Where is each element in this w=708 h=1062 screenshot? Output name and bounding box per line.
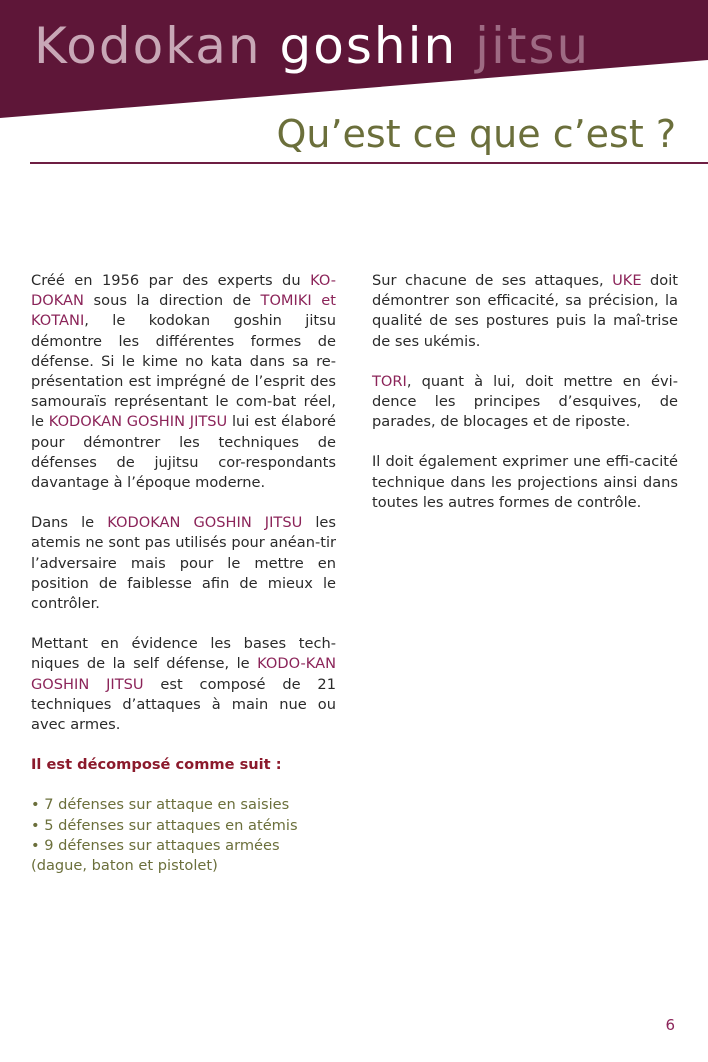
text-run: Créé en 1956 par des experts du [31, 272, 311, 289]
text-run: Mettant en évidence les bases tech-niques de la self défense, le [31, 635, 336, 673]
highlighted-term: TOMIKI et KOTANI [31, 292, 336, 330]
section-subtitle: Qu’est ce que c’est ? [276, 112, 676, 156]
title-part-goshin: goshin [279, 17, 458, 75]
text-run: doit démontrer son efficacité, sa précision, la qualité de ses postures puis la maî-trise de ses ukémis. [372, 272, 679, 350]
title-part-jitsu: jitsu [475, 17, 591, 75]
paragraph [31, 513, 336, 614]
paragraph [372, 271, 678, 352]
paragraph [31, 634, 336, 735]
divider-line [30, 162, 708, 164]
text-run: est composé de 21 techniques d’attaques à main nue ou avec armes. [31, 675, 336, 734]
highlighted-term: KODO-KAN GOSHIN JITSU [31, 655, 336, 693]
list-item: • 7 défenses sur attaque en saisies [31, 796, 290, 814]
highlighted-term: TORI [372, 372, 407, 390]
bullet-list [31, 795, 336, 876]
highlighted-term: KO-DOKAN [31, 272, 336, 310]
highlighted-term: KODOKAN GOSHIN JITSU [48, 413, 228, 431]
text-run: sous la direction de [83, 292, 261, 310]
title-part-kodokan: Kodokan [34, 17, 262, 75]
paragraph [372, 372, 678, 433]
paragraph [372, 452, 678, 513]
highlighted-term: UKE [612, 272, 642, 289]
page-number: 6 [665, 1016, 675, 1034]
left-column [31, 271, 336, 876]
text-run: , le kodokan goshin jitsu démontre les différentes formes de défense. Si le kime no kata dans sa re-présentation est imprégné de l’esprit des samouraïs représentant le com-bat réel, le [31, 312, 336, 431]
text-run: les atemis ne sont pas utilisés pour anéan-tir l’adversaire mais pour le mettre en position de faiblesse afin de mieux le contrôler. [31, 514, 336, 613]
paragraph [31, 271, 336, 493]
list-item: • 9 défenses sur attaques armées [31, 836, 280, 854]
text-run: , quant à lui, doit mettre en évi-dence les principes d’esquives, de parades, de blocages et de riposte. [372, 372, 678, 431]
list-item: • 5 défenses sur attaques en atémis [31, 816, 298, 834]
text-run: Dans le [31, 514, 108, 532]
list-item: (dague, baton et pistolet) [31, 857, 218, 875]
text-run: lui est élaboré pour démontrer les techniques de défenses de jujitsu cor-respondants davantage à l’époque moderne. [31, 413, 336, 492]
header-banner [0, 0, 708, 120]
page-title [34, 14, 590, 78]
text-run: Sur chacune de ses attaques, [372, 272, 613, 289]
right-column [372, 271, 678, 533]
highlighted-term: KODOKAN GOSHIN JITSU [107, 514, 303, 532]
text-run: Il doit également exprimer une effi-cacité technique dans les projections ainsi dans toutes les autres formes de contrôle. [372, 453, 678, 511]
list-heading: Il est décomposé comme suit : [31, 756, 282, 774]
